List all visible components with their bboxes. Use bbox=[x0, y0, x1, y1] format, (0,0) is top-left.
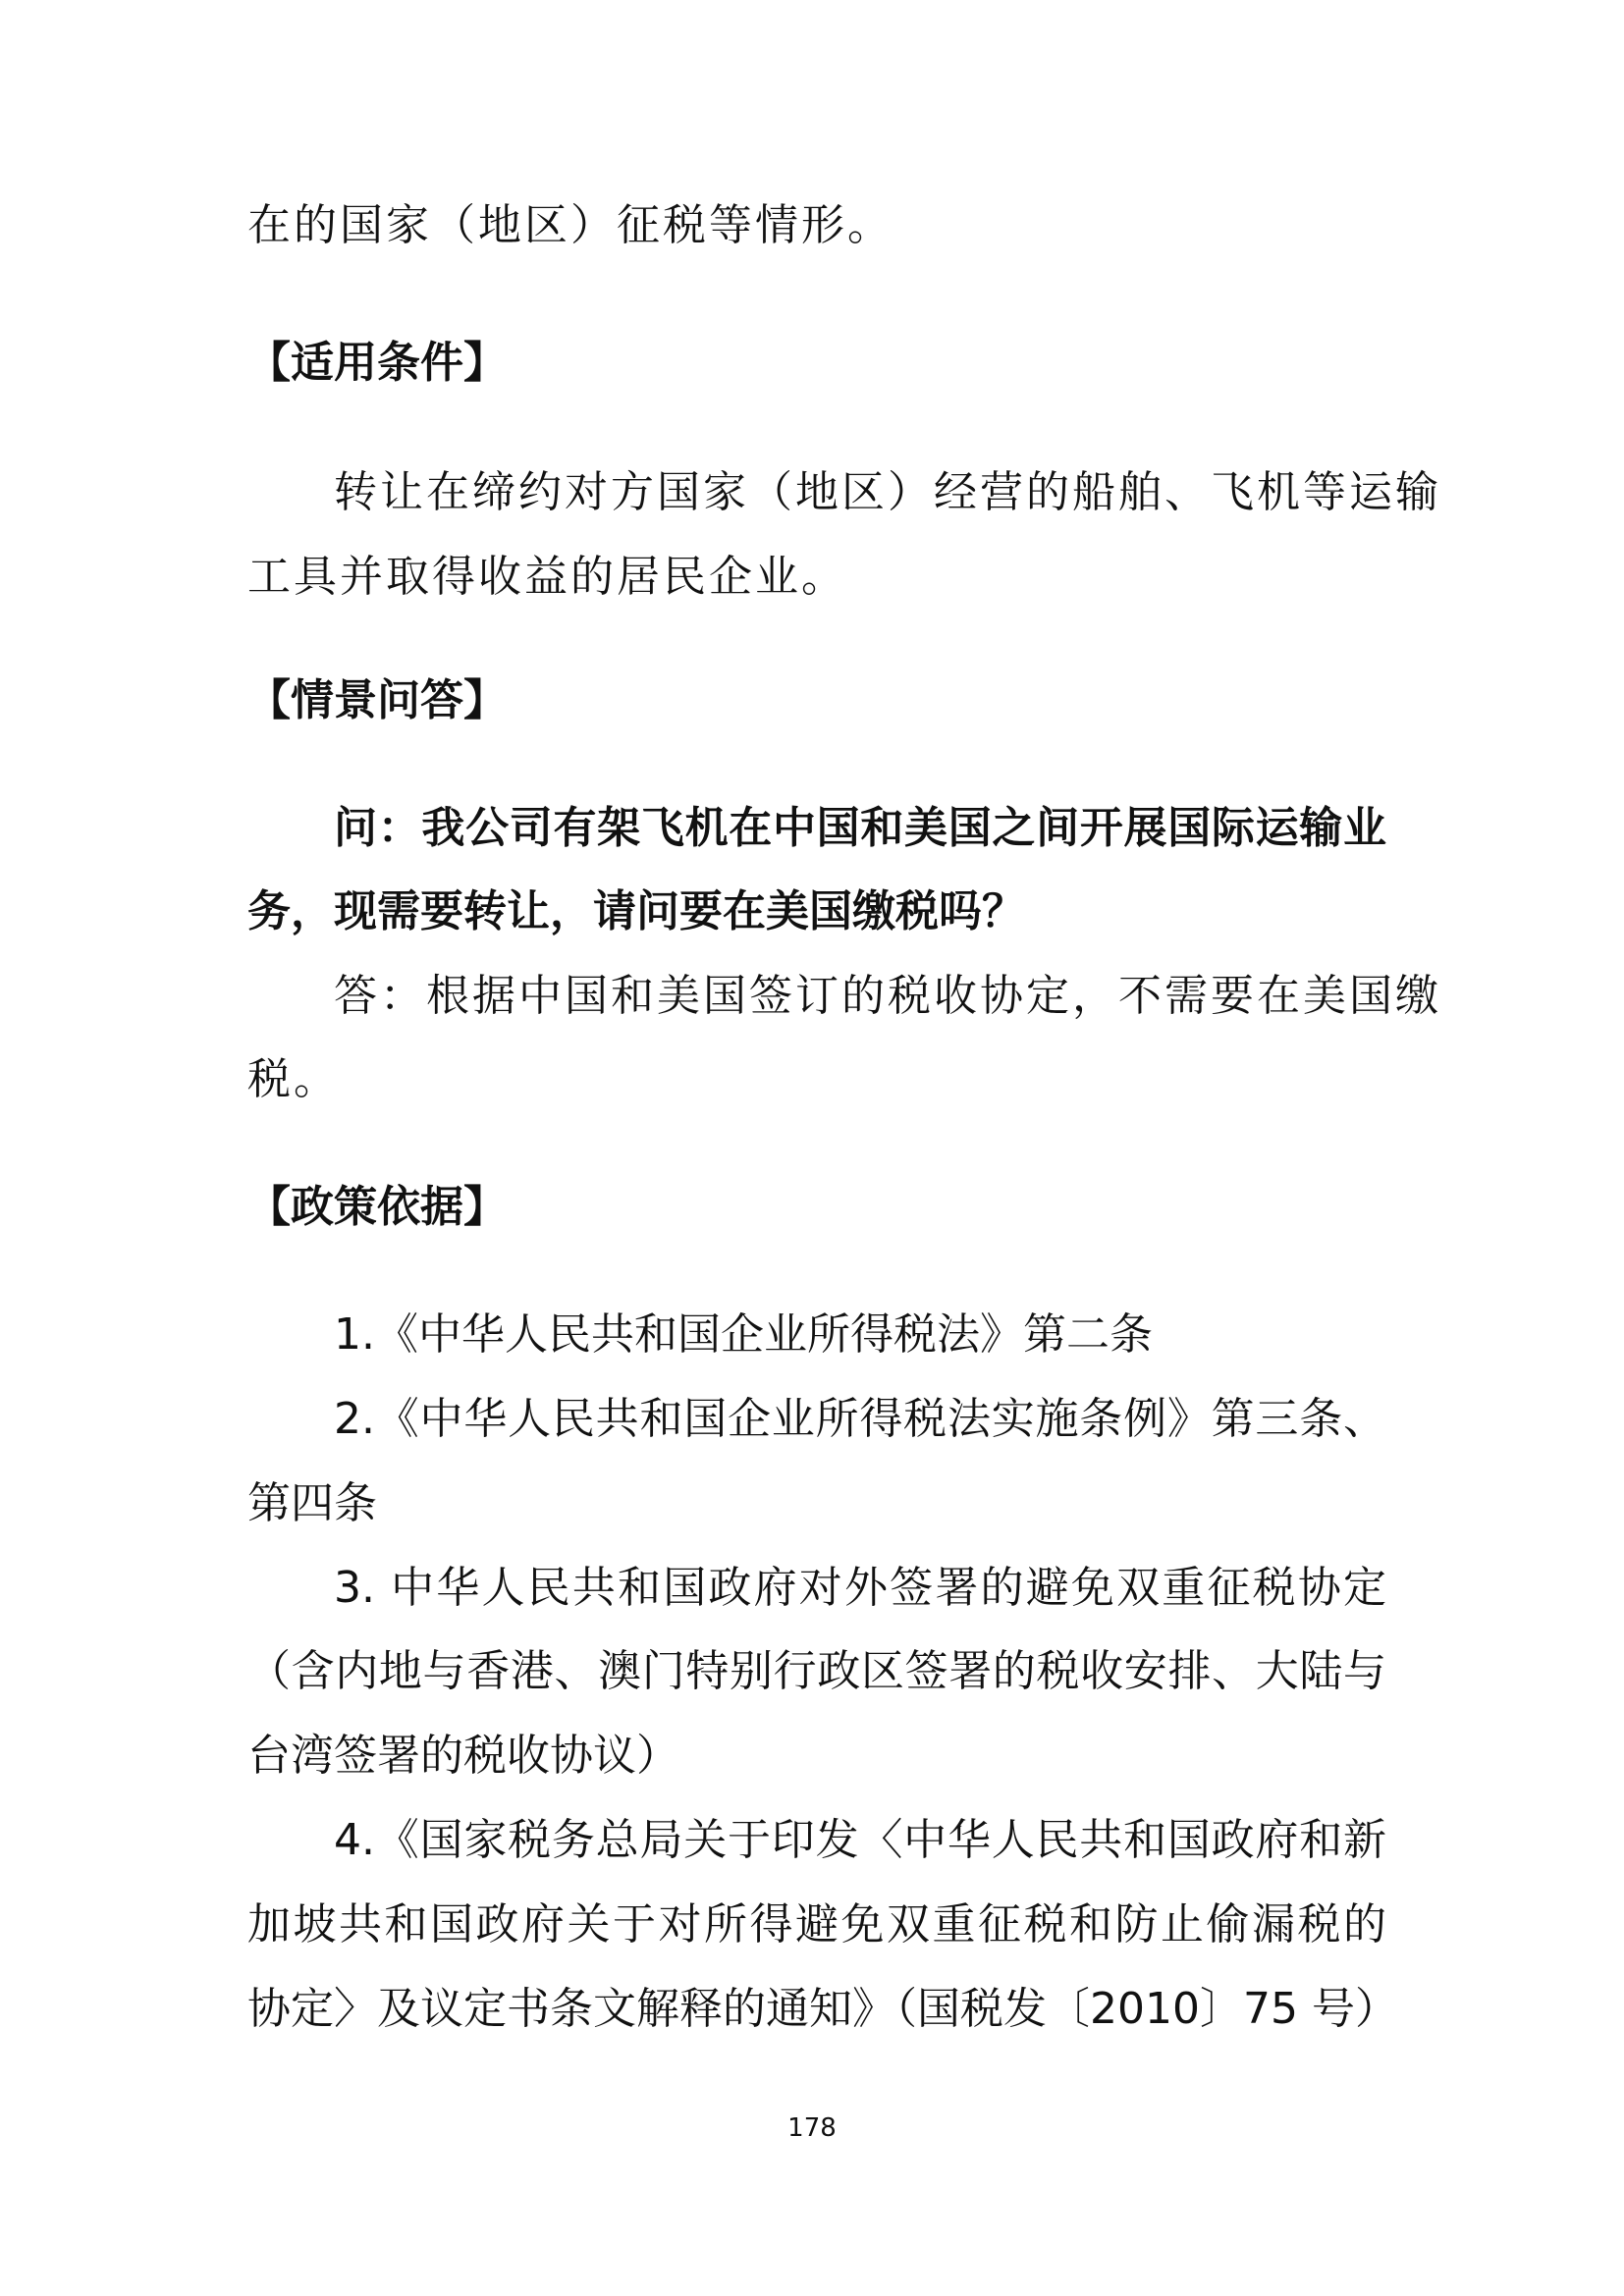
qa-question-line-1: 问：我公司有架飞机在中国和美国之间开展国际运输业 bbox=[334, 803, 1386, 853]
qa-heading: 【情景问答】 bbox=[247, 675, 507, 725]
basis-item-3-line-3: 台湾签署的税收协议） bbox=[247, 1731, 679, 1781]
conditions-line-2: 工具并取得收益的居民企业。 bbox=[247, 552, 847, 602]
conditions-heading: 【适用条件】 bbox=[247, 338, 507, 388]
intro-tail-text: 在的国家（地区）征税等情形。 bbox=[247, 200, 893, 250]
basis-item-2-line-2: 第四条 bbox=[247, 1478, 377, 1528]
basis-item-2-line-1: 2.《中华人民共和国企业所得税法实施条例》第三条、 bbox=[334, 1394, 1386, 1444]
basis-heading: 【政策依据】 bbox=[247, 1182, 507, 1232]
qa-answer-line-2: 税。 bbox=[247, 1054, 340, 1104]
basis-item-4-line-2: 加坡共和国政府关于对所得避免双重征税和防止偷漏税的 bbox=[247, 1899, 1386, 1949]
basis-item-3-line-2: （含内地与香港、澳门特别行政区签署的税收安排、大陆与 bbox=[247, 1646, 1386, 1696]
basis-item-1: 1.《中华人民共和国企业所得税法》第二条 bbox=[334, 1309, 1153, 1360]
qa-question-line-2: 务，现需要转让，请问要在美国缴税吗？ bbox=[247, 886, 1025, 936]
basis-item-4-line-1: 4.《国家税务总局关于印发〈中华人民共和国政府和新 bbox=[334, 1815, 1386, 1865]
page-number: 178 bbox=[787, 2113, 837, 2143]
conditions-line-1: 转让在缔约对方国家（地区）经营的船舶、飞机等运输 bbox=[334, 467, 1441, 517]
basis-item-4-line-3: 协定〉及议定书条文解释的通知》（国税发〔2010〕75 号） bbox=[247, 1984, 1398, 2034]
basis-item-3-line-1: 3. 中华人民共和国政府对外签署的避免双重征税协定 bbox=[334, 1563, 1386, 1613]
qa-answer-line-1: 答：根据中国和美国签订的税收协定，不需要在美国缴 bbox=[334, 971, 1441, 1021]
